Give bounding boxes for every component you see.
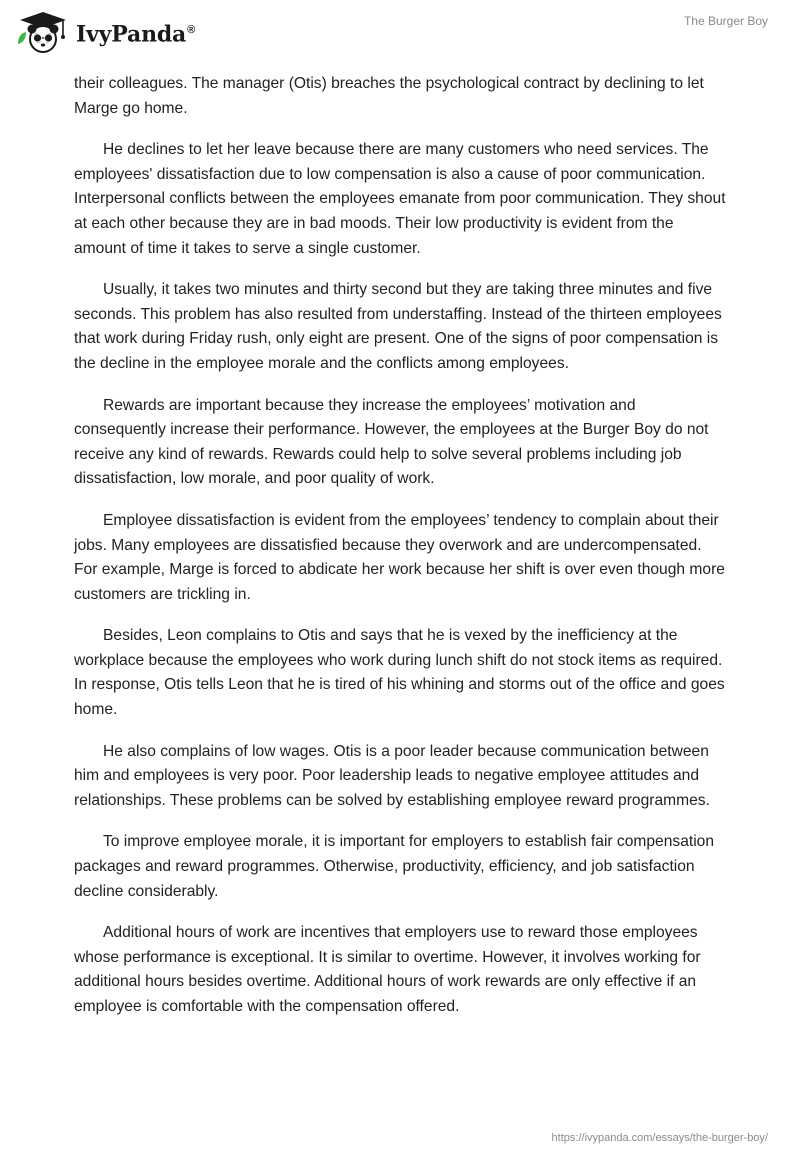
brand-name: IvyPanda®	[76, 21, 196, 48]
paragraph-3: Usually, it takes two minutes and thirty second but they are taking three minutes and five seconds. This problem has also resulted from understaffing. Instead of the thirteen employees that work during Friday rush, only eight are present. One of the signs of poor compensation is the decline in the employee morale and the conflicts among employees.	[74, 281, 722, 372]
paragraph-8: To improve employee morale, it is important for employers to establish fair compensation packages and reward programmes. Otherwise, productivity, efficiency, and job satisfaction decline considerably.	[74, 833, 715, 900]
paragraph-6: Besides, Leon complains to Otis and says that he is vexed by the inefficiency at the workplace because the employees who work during lunch shift do not stock items as required. In response, Otis tells Leon that he is tired of his whining and storms out of the office and goes home.	[74, 627, 725, 719]
page-header	[0, 0, 800, 60]
source-url[interactable]: https://ivypanda.com/essays/the-burger-boy/	[551, 1132, 768, 1144]
paragraph-7: He also complains of low wages. Otis is a poor leader because communication between him and employees is very poor. Poor leadership leads to negative employee attitudes and relationships. These problems can be solved by establishing employee reward programmes.	[74, 742, 710, 809]
paragraph-5: Employee dissatisfaction is evident from the employees’ tendency to complain about their jobs. Many employees are dissatisfied because they overwork and are undercompensated. For example, Marge is forced to abdicate her work because her shift is over even though more customers are trickling in.	[74, 511, 725, 603]
registered-mark: ®	[187, 23, 196, 36]
paragraph-4: Rewards are important because they increase the employees’ motivation and consequently increase their performance. However, the employees at the Burger Boy do not receive any kind of rewards. Rewards could help to solve several problems including job dissatisfaction, low morale, and poor quality of work.	[74, 396, 709, 488]
essay-body	[74, 72, 726, 1037]
ivypanda-logo[interactable]	[14, 10, 195, 54]
paragraph-9: Additional hours of work are incentives that employers use to reward those employees whose performance is exceptional. It is similar to overtime. However, it involves working for additional hours besides overtime. Additional hours of work rewards are only effective if an employee is comfortable with the compensation offered.	[74, 924, 701, 1015]
panda-graduation-cap-icon	[14, 10, 72, 54]
paragraph-1: their colleagues. The manager (Otis) breaches the psychological contract by declining to let Marge go home.	[74, 75, 704, 117]
paragraph-2: He declines to let her leave because there are many customers who need services. The employees' dissatisfaction due to low compensation is also a cause of poor communication. Interpersonal conflicts between the employees emanate from poor communication. They shout at each other because they are in bad moods. Their low productivity is evident from the amount of time it takes to serve a single customer.	[74, 141, 726, 257]
document-title: The Burger Boy	[683, 14, 768, 28]
